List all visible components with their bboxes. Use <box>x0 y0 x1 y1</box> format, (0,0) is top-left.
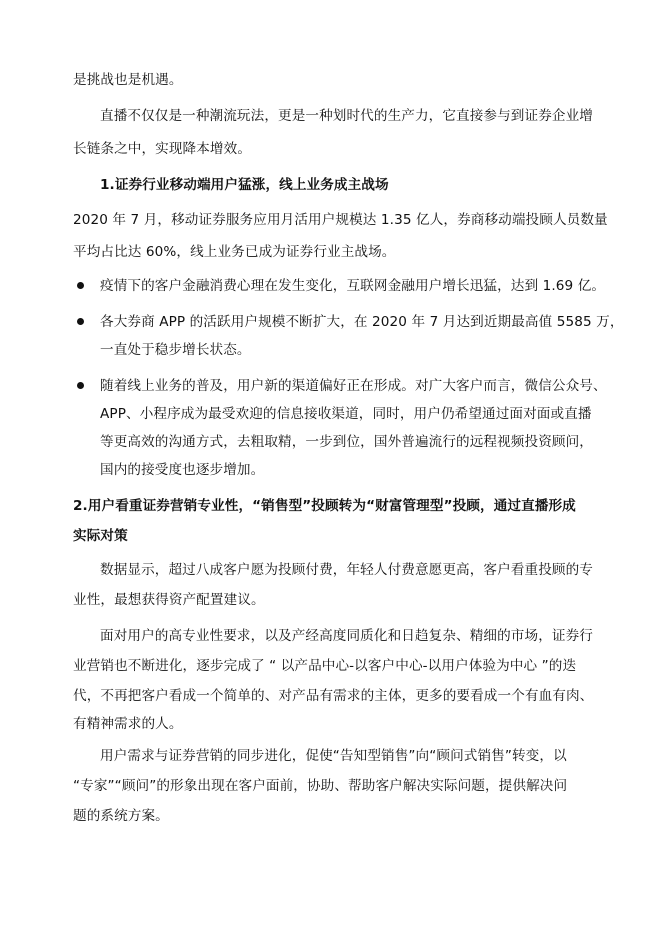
bullet-dot-icon <box>77 382 84 389</box>
section-heading-2: 2.用户看重证券营销专业性，“销售型”投顾转为“财富管理型”投顾，通过直播形成 <box>73 498 576 514</box>
paragraph-line: 有精神需求的人。 <box>73 716 183 732</box>
paragraph-line: 是挑战也是机遇。 <box>73 72 183 88</box>
paragraph-line: 直播不仅仅是一种潮流玩法，更是一种划时代的生产力，它直接参与到证券企业增 <box>100 108 593 124</box>
bullet-dot-icon <box>77 318 84 325</box>
paragraph-line: 用户需求与证券营销的同步进化，促使“告知型销售”向“顾问式销售”转变，以 <box>100 748 567 764</box>
paragraph-line: 长链条之中，实现降本增效。 <box>73 141 252 157</box>
paragraph-line: 数据显示，超过八成客户愿为投顾付费，年轻人付费意愿更高，客户看重投顾的专 <box>100 562 593 578</box>
bullet-line: 等更高效的沟通方式，去粗取精，一步到位，国外普遍流行的远程视频投资顾问， <box>100 434 593 450</box>
paragraph-line: 业营销也不断进化，逐步完成了 “ 以产品中心-以客户中心-以用户体验为中心 ”的迭 <box>73 658 577 674</box>
bullet-line: 疫情下的客户金融消费心理在发生变化，互联网金融用户增长迅猛，达到 1.69 亿。 <box>100 278 606 294</box>
paragraph-line: 面对用户的高专业性要求，以及产经高度同质化和日趋复杂、精细的市场，证券行 <box>100 628 593 644</box>
bullet-line: 一直处于稳步增长状态。 <box>100 342 251 358</box>
paragraph-line: 平均占比达 60%，线上业务已成为证券行业主战场。 <box>73 244 396 260</box>
bullet-line: 随着线上业务的普及，用户新的渠道偏好正在形成。对广大客户而言，微信公众号、 <box>100 378 607 394</box>
paragraph-line: “专家”“顾问”的形象出现在客户面前，协助、帮助客户解决实际问题，提供解决问 <box>73 778 568 794</box>
paragraph-line: 业性，最想获得资产配置建议。 <box>73 592 265 608</box>
bullet-line: 各大券商 APP 的活跃用户规模不断扩大，在 2020 年 7 月达到近期最高值 5585 万， <box>100 314 624 330</box>
paragraph-line: 题的系统方案。 <box>73 808 169 824</box>
section-heading-1: 1.证券行业移动端用户猛涨，线上业务成主战场 <box>100 177 389 193</box>
paragraph-line: 代，不再把客户看成一个简单的、对产品有需求的主体，更多的要看成一个有血有肉、 <box>73 688 594 704</box>
bullet-dot-icon <box>77 282 84 289</box>
paragraph-line: 2020 年 7 月，移动证券服务应用月活用户规模达 1.35 亿人，券商移动端投顾人员数量 <box>73 212 608 228</box>
bullet-line: APP、小程序成为最受欢迎的信息接收渠道，同时，用户仍希望通过面对面或直播 <box>100 406 592 422</box>
section-heading-2: 实际对策 <box>73 528 128 544</box>
bullet-line: 国内的接受度也逐步增加。 <box>100 462 265 478</box>
